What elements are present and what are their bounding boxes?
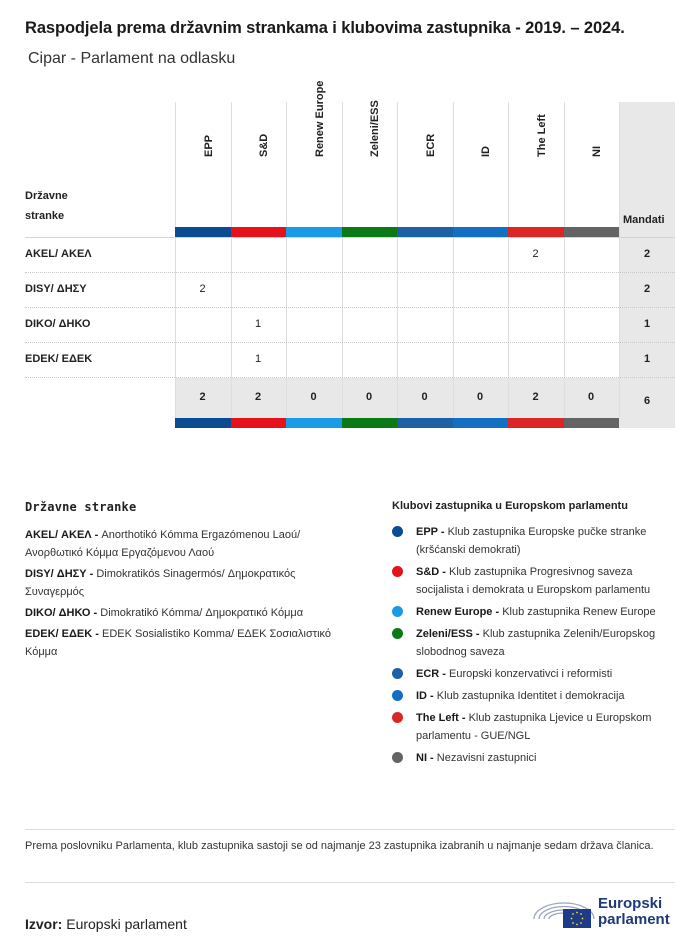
column-divider bbox=[619, 102, 620, 418]
group-legend-item bbox=[392, 625, 682, 661]
source-label: Izvor: bbox=[25, 916, 63, 932]
source-value: Europski parlament bbox=[66, 916, 187, 932]
group-color-bar bbox=[564, 418, 620, 428]
party-row-label: AKEL/ ΑΚΕΛ bbox=[25, 248, 92, 260]
group-code: Zeleni/ESS - bbox=[416, 628, 480, 640]
mandates-column-header: Mandati bbox=[623, 214, 665, 226]
divider bbox=[25, 882, 675, 883]
group-full-name: Klub zastupnika Renew Europe bbox=[502, 606, 656, 618]
party-code: DISY/ ΔΗΣΥ - bbox=[25, 568, 94, 580]
group-full-name: Klub zastupnika Progresivnog saveza socijalista i demokrata u Europskom parlamentu bbox=[416, 566, 651, 596]
group-code: Renew Europe - bbox=[416, 606, 500, 618]
row-divider bbox=[25, 342, 675, 343]
group-code: The Left - bbox=[416, 712, 466, 724]
group-color-bar bbox=[231, 227, 287, 237]
party-legend-title: Državne stranke bbox=[25, 500, 137, 514]
group-header-label: The Left bbox=[535, 114, 548, 157]
group-total: 2 bbox=[532, 391, 539, 403]
party-full-name: EDEK Sosialistiko Komma/ ΕΔΕΚ Σοσιαλιστικό Κόμμα bbox=[25, 628, 332, 658]
logo-line-2: parlament bbox=[598, 911, 670, 928]
party-legend bbox=[25, 500, 345, 664]
group-header-label: ECR bbox=[424, 133, 437, 157]
group-legend-item bbox=[392, 523, 682, 559]
page-title: Raspodjela prema državnim strankama i klubovima zastupnika - 2019. – 2024. bbox=[25, 19, 625, 37]
group-legend-item bbox=[392, 665, 682, 683]
divider bbox=[25, 829, 675, 830]
row-divider bbox=[25, 377, 675, 378]
row-mandates: 2 bbox=[643, 283, 651, 295]
group-header-label: Renew Europe bbox=[313, 80, 326, 157]
source-line bbox=[25, 916, 187, 932]
group-color-dot-icon bbox=[392, 712, 403, 723]
page-subtitle: Cipar - Parlament na odlasku bbox=[28, 50, 236, 67]
group-legend bbox=[392, 500, 682, 771]
row-mandates: 2 bbox=[643, 248, 651, 260]
party-legend-item bbox=[25, 526, 345, 562]
group-code: S&D - bbox=[416, 566, 446, 578]
group-total: 0 bbox=[421, 391, 428, 403]
group-color-bar bbox=[175, 418, 231, 428]
party-legend-item bbox=[25, 604, 345, 622]
group-color-dot-icon bbox=[392, 606, 403, 617]
group-color-bar bbox=[397, 418, 453, 428]
group-color-bar bbox=[508, 227, 564, 237]
table-cell: 1 bbox=[254, 318, 262, 330]
group-header-label: NI bbox=[591, 146, 603, 157]
group-total: 0 bbox=[476, 391, 484, 403]
party-row-label: EDEK/ ΕΔΕΚ bbox=[25, 353, 93, 365]
group-full-name: Klub zastupnika Identitet i demokracija bbox=[436, 690, 625, 702]
group-legend-item bbox=[392, 603, 682, 621]
group-color-dot-icon bbox=[392, 668, 403, 679]
party-full-name: Anorthotikó Kómma Ergazómenou Laoú/ Ανορθωτικό Κόμμα Εργαζόμενου Λαού bbox=[25, 529, 301, 559]
party-code: DIKO/ ΔΗΚΟ - bbox=[25, 607, 98, 619]
group-total: 0 bbox=[310, 391, 317, 403]
group-color-dot-icon bbox=[392, 752, 403, 763]
group-legend-item bbox=[392, 709, 682, 745]
row-divider bbox=[25, 272, 675, 273]
group-legend-item bbox=[392, 749, 682, 767]
logo-line-1: Europski bbox=[598, 895, 663, 912]
group-header-label: ID bbox=[480, 146, 492, 157]
group-legend-item bbox=[392, 687, 682, 705]
group-column-header bbox=[231, 102, 286, 227]
group-total: 0 bbox=[587, 391, 595, 403]
party-legend-item bbox=[25, 625, 345, 661]
party-column-header: Državne stranke bbox=[25, 190, 68, 222]
group-column-header bbox=[508, 102, 563, 227]
group-total: 2 bbox=[254, 391, 262, 403]
group-column-header bbox=[453, 102, 508, 227]
group-legend-item bbox=[392, 563, 682, 599]
group-header-label: EPP bbox=[202, 134, 215, 157]
group-header-label: S&D bbox=[258, 133, 270, 157]
group-color-bar bbox=[397, 227, 453, 237]
group-column-header bbox=[175, 102, 230, 227]
party-legend-item bbox=[25, 565, 345, 601]
group-code: NI - bbox=[416, 752, 434, 764]
group-code: ECR - bbox=[416, 668, 446, 680]
row-mandates: 1 bbox=[643, 318, 651, 330]
party-row-label: DISY/ ΔΗΣΥ bbox=[25, 283, 87, 295]
group-color-bar bbox=[564, 227, 620, 237]
group-full-name: Klub zastupnika Zelenih/Europskog slobodnog saveza bbox=[416, 628, 656, 658]
distribution-table bbox=[25, 80, 675, 428]
group-column-header bbox=[564, 102, 619, 227]
group-color-bar bbox=[286, 227, 342, 237]
group-header-label: Zeleni/ESS bbox=[369, 100, 381, 157]
group-full-name: Klub zastupnika Ljevice u Europskom parlamentu - GUE/NGL bbox=[416, 712, 652, 742]
logo-wordmark bbox=[598, 896, 670, 928]
table-cell: 2 bbox=[532, 248, 539, 260]
group-code: ID - bbox=[416, 690, 434, 702]
group-legend-title: Klubovi zastupnika u Europskom parlamentu bbox=[392, 500, 628, 512]
total-mandates: 6 bbox=[643, 395, 651, 407]
group-color-bar bbox=[286, 418, 342, 428]
group-color-dot-icon bbox=[392, 690, 403, 701]
table-cell: 1 bbox=[254, 353, 262, 365]
group-color-bar bbox=[342, 418, 398, 428]
group-code: EPP - bbox=[416, 526, 445, 538]
group-color-dot-icon bbox=[392, 566, 403, 577]
party-full-name: Dimokratikó Kómma/ Δημοκρατικό Κόμμα bbox=[100, 607, 304, 619]
footnote: Prema poslovniku Parlamenta, klub zastupnika sastoji se od najmanje 23 zastupnika izabranih u najmanje sedam država članica. bbox=[25, 840, 654, 852]
mandates-column-background bbox=[619, 102, 675, 428]
row-mandates: 1 bbox=[643, 353, 651, 365]
group-color-bar bbox=[453, 418, 509, 428]
group-color-bar bbox=[175, 227, 231, 237]
group-column-header bbox=[397, 102, 452, 227]
party-full-name: Dimokratikós Sinagermós/ Δημοκρατικός Συναγερμός bbox=[25, 568, 296, 598]
group-color-dot-icon bbox=[392, 526, 403, 537]
group-color-dot-icon bbox=[392, 628, 403, 639]
group-color-bar bbox=[453, 227, 509, 237]
table-cell: 2 bbox=[199, 283, 206, 295]
group-total: 0 bbox=[365, 391, 373, 403]
group-total: 2 bbox=[199, 391, 206, 403]
group-column-header bbox=[286, 80, 341, 227]
party-code: EDEK/ ΕΔΕΚ - bbox=[25, 628, 99, 640]
group-full-name: Klub zastupnika Europske pučke stranke (kršćanski demokrati) bbox=[416, 526, 647, 556]
group-full-name: Europski konzervativci i reformisti bbox=[449, 668, 613, 680]
party-code: AKEL/ ΑΚΕΛ - bbox=[25, 529, 99, 541]
group-column-header bbox=[342, 102, 397, 227]
header-divider bbox=[25, 237, 675, 238]
group-color-bar bbox=[508, 418, 564, 428]
party-row-label: DIKO/ ΔΗΚΟ bbox=[25, 318, 91, 330]
group-color-bar bbox=[342, 227, 398, 237]
row-divider bbox=[25, 307, 675, 308]
group-color-bar bbox=[231, 418, 287, 428]
group-full-name: Nezavisni zastupnici bbox=[436, 752, 537, 764]
